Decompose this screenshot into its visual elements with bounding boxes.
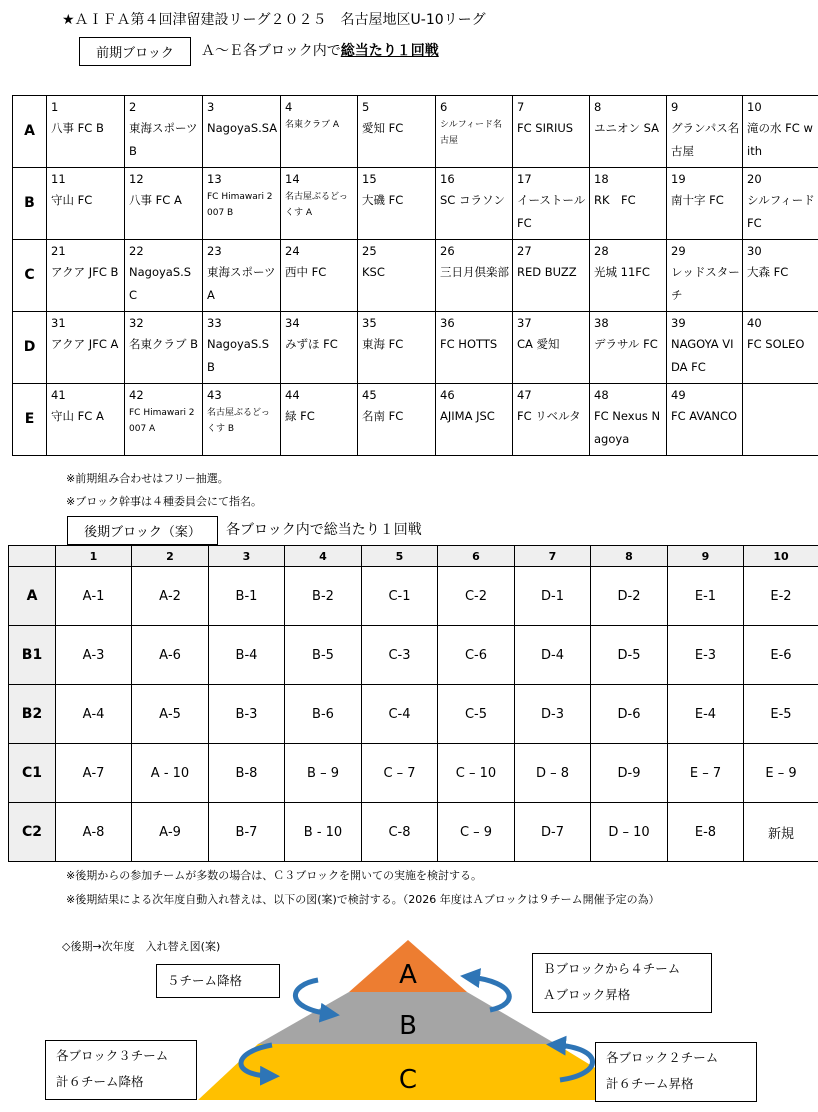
team-number: 13	[207, 172, 222, 186]
zenki-desc-bold: 総当たり１回戦	[340, 43, 439, 59]
zenki-row	[13, 96, 818, 168]
zenki-note-1: ※前期組み合わせはフリー抽選。	[66, 472, 229, 485]
zenki-team-cell	[47, 168, 125, 240]
zenki-team-cell	[743, 240, 818, 312]
team-name: 八事 FC A	[129, 193, 182, 207]
kouki-cell: E – 9	[744, 744, 818, 803]
zenki-team-cell	[358, 240, 436, 312]
kouki-column-header: 4	[285, 546, 362, 567]
kouki-cell: E‐6	[744, 626, 818, 685]
kouki-row	[9, 685, 818, 744]
kouki-cell: E‐2	[744, 567, 818, 626]
team-number: 6	[440, 100, 448, 114]
team-number: 29	[671, 244, 686, 258]
box-promote-6-line2: 計６チーム昇格	[606, 1076, 694, 1091]
zenki-team-cell	[513, 384, 590, 456]
team-name: 滝の水 FC with	[747, 121, 813, 158]
team-name: FC SIRIUS	[517, 121, 574, 135]
team-name: 東海スポーツ B	[129, 121, 198, 158]
box-promote-6-line1: 各ブロック２チーム	[606, 1050, 719, 1065]
kouki-column-header: 5	[362, 546, 438, 567]
zenki-team-cell	[513, 168, 590, 240]
kouki-row	[9, 803, 818, 862]
kouki-cell: A‐5	[132, 685, 209, 744]
kouki-cell: D‐6	[591, 685, 668, 744]
kouki-table	[8, 545, 818, 862]
zenki-team-cell	[281, 240, 358, 312]
team-name: デラサル FC	[594, 337, 658, 351]
zenki-table	[12, 95, 818, 456]
zenki-team-cell	[667, 240, 743, 312]
team-number: 43	[207, 388, 222, 402]
kouki-cell: C‐4	[362, 685, 438, 744]
kouki-cell: C – 9	[438, 803, 515, 862]
kouki-header-corner	[9, 546, 56, 567]
zenki-team-cell	[513, 96, 590, 168]
team-number: 2	[129, 100, 137, 114]
zenki-desc-prefix: Ａ～Ｅ各ブロック内で	[201, 43, 341, 59]
team-name: みずほ FC	[285, 337, 338, 351]
zenki-team-cell	[513, 240, 590, 312]
team-name: 名南 FC	[362, 409, 404, 423]
kouki-cell: B – 9	[285, 744, 362, 803]
kouki-note-1: ※後期からの参加チームが多数の場合は、Ｃ３ブロックを開いての実施を検討する。	[66, 869, 482, 882]
box-demote-5: ５チーム降格	[156, 964, 280, 998]
zenki-block-name: B	[13, 168, 47, 240]
team-number: 8	[594, 100, 602, 114]
team-name: 光城 11FC	[594, 265, 650, 279]
zenki-team-cell	[667, 312, 743, 384]
team-name: 愛知 FC	[362, 121, 404, 135]
kouki-cell: B‐8	[209, 744, 285, 803]
kouki-cell: A‐8	[56, 803, 132, 862]
zenki-team-cell	[125, 168, 203, 240]
zenki-team-cell	[743, 168, 818, 240]
team-number: 47	[517, 388, 532, 402]
team-number: 1	[51, 100, 59, 114]
team-number: 33	[207, 316, 222, 330]
kouki-row	[9, 567, 818, 626]
team-name: ユニオン SA	[594, 121, 660, 135]
box-promote-to-a-line2: Ａブロック昇格	[543, 987, 631, 1002]
team-name: シルフィード名古屋	[440, 120, 503, 146]
team-number: 36	[440, 316, 455, 330]
zenki-block-name: A	[13, 96, 47, 168]
team-number: 28	[594, 244, 609, 258]
page-title: ★ＡＩＦＡ第４回津留建設リーグ２０２５ 名古屋地区U-10リーグ	[62, 12, 486, 28]
team-number: 40	[747, 316, 762, 330]
kouki-row	[9, 744, 818, 803]
kouki-cell: D – 10	[591, 803, 668, 862]
team-name: 守山 FC	[51, 193, 93, 207]
team-number: 16	[440, 172, 455, 186]
team-name: FC HOTTS	[440, 337, 498, 351]
team-name: FC リベルタ	[517, 409, 581, 423]
team-name: FC Nexus Nagoya	[594, 409, 661, 446]
team-number: 14	[285, 172, 300, 186]
box-demote-6-line1: 各ブロック３チーム	[56, 1048, 169, 1063]
zenki-block-label: 前期ブロック	[79, 37, 191, 66]
team-number: 35	[362, 316, 377, 330]
zenki-team-cell	[590, 240, 667, 312]
team-number: 32	[129, 316, 144, 330]
kouki-cell: A‐6	[132, 626, 209, 685]
zenki-team-cell	[203, 240, 281, 312]
zenki-team-cell	[203, 384, 281, 456]
kouki-cell: E‐3	[668, 626, 744, 685]
team-number: 21	[51, 244, 66, 258]
team-name: 東海 FC	[362, 337, 404, 351]
box-promote-to-a	[532, 953, 712, 1013]
team-number: 34	[285, 316, 300, 330]
kouki-cell: D‐9	[591, 744, 668, 803]
zenki-team-cell	[436, 384, 513, 456]
team-name: 八事 FC B	[51, 121, 104, 135]
kouki-cell: A‐1	[56, 567, 132, 626]
team-name: 緑 FC	[285, 409, 315, 423]
kouki-cell: D‐2	[591, 567, 668, 626]
team-number: 12	[129, 172, 144, 186]
zenki-row	[13, 240, 818, 312]
kouki-cell: E‐5	[744, 685, 818, 744]
zenki-block-name: D	[13, 312, 47, 384]
team-number: 38	[594, 316, 609, 330]
kouki-block-label: 後期ブロック（案）	[67, 516, 218, 545]
kouki-cell: A‐7	[56, 744, 132, 803]
team-name: RK FC	[594, 193, 636, 207]
team-name: KSC	[362, 265, 385, 279]
zenki-team-cell	[667, 96, 743, 168]
zenki-block-name: E	[13, 384, 47, 456]
team-name: RED BUZZ	[517, 265, 577, 279]
team-number: 48	[594, 388, 609, 402]
team-number: 44	[285, 388, 300, 402]
kouki-cell: A‐4	[56, 685, 132, 744]
zenki-team-cell	[125, 240, 203, 312]
team-name: 西中 FC	[285, 265, 327, 279]
zenki-team-cell	[436, 96, 513, 168]
kouki-cell: C – 10	[438, 744, 515, 803]
kouki-block-name: C1	[9, 744, 56, 803]
team-number: 30	[747, 244, 762, 258]
team-name: アクア JFC B	[51, 265, 119, 279]
kouki-cell: B‐7	[209, 803, 285, 862]
team-number: 3	[207, 100, 215, 114]
team-name: 名東クラブ A	[285, 120, 340, 130]
kouki-cell: B‐3	[209, 685, 285, 744]
zenki-team-cell	[436, 312, 513, 384]
zenki-team-cell	[125, 96, 203, 168]
team-number: 17	[517, 172, 532, 186]
diagram-caption: ◇後期→次年度 入れ替え図(案)	[62, 940, 221, 953]
zenki-team-cell	[590, 168, 667, 240]
zenki-team-cell	[125, 384, 203, 456]
kouki-cell: C – 7	[362, 744, 438, 803]
team-name: SC コラソン	[440, 193, 505, 207]
kouki-column-header: 2	[132, 546, 209, 567]
zenki-note-2: ※ブロック幹事は４種委員会にて指名。	[66, 495, 262, 508]
box-promote-to-a-line1: Ｂブロックから４チーム	[543, 961, 681, 976]
team-number: 42	[129, 388, 144, 402]
zenki-team-cell	[743, 96, 818, 168]
team-name: シルフィード FC	[747, 193, 815, 230]
team-name: NagoyaS.SA	[207, 121, 278, 135]
team-name: 三日月倶楽部	[440, 265, 509, 279]
team-number: 20	[747, 172, 762, 186]
kouki-column-header: 9	[668, 546, 744, 567]
zenki-team-cell	[281, 168, 358, 240]
team-number: 15	[362, 172, 377, 186]
kouki-column-header: 10	[744, 546, 818, 567]
kouki-description: 各ブロック内で総当たり１回戦	[226, 522, 422, 538]
team-number: 7	[517, 100, 525, 114]
kouki-column-header: 8	[591, 546, 668, 567]
kouki-block-name: B1	[9, 626, 56, 685]
team-name: アクア JFC A	[51, 337, 119, 351]
tier-a-label: A	[399, 960, 417, 990]
team-number: 5	[362, 100, 370, 114]
team-name: 南十字 FC	[671, 193, 724, 207]
kouki-block-name: B2	[9, 685, 56, 744]
kouki-cell: A ‐ 10	[132, 744, 209, 803]
kouki-row	[9, 626, 818, 685]
tier-c-label: C	[398, 1065, 418, 1095]
zenki-team-cell	[513, 312, 590, 384]
zenki-team-cell	[47, 312, 125, 384]
zenki-team-cell	[281, 384, 358, 456]
team-number: 37	[517, 316, 532, 330]
kouki-note-2: ※後期結果による次年度自動入れ替えは、以下の図(案)で検討する。（2026 年度はＡブロックは９チーム開催予定の為）	[66, 893, 660, 906]
team-name: FC Himawari 2007 B	[207, 192, 273, 218]
zenki-description	[201, 40, 439, 60]
zenki-team-cell	[436, 168, 513, 240]
zenki-team-cell	[590, 96, 667, 168]
team-name: レッドスターチ	[671, 265, 740, 302]
team-name: 大森 FC	[747, 265, 789, 279]
zenki-block-name: C	[13, 240, 47, 312]
zenki-team-cell	[281, 96, 358, 168]
kouki-cell: B ‐ 10	[285, 803, 362, 862]
team-name: AJIMA JSC	[440, 409, 495, 423]
kouki-cell: D‐5	[591, 626, 668, 685]
team-name: FC Himawari 2007 A	[129, 408, 195, 434]
team-name: 東海スポーツ A	[207, 265, 276, 302]
kouki-cell: C‐2	[438, 567, 515, 626]
team-name: 大磯 FC	[362, 193, 404, 207]
team-number: 41	[51, 388, 66, 402]
zenki-team-cell	[358, 312, 436, 384]
kouki-cell: C‐6	[438, 626, 515, 685]
zenki-team-cell	[281, 312, 358, 384]
kouki-cell: C‐8	[362, 803, 438, 862]
zenki-team-cell	[358, 96, 436, 168]
team-number: 26	[440, 244, 455, 258]
team-number: 27	[517, 244, 532, 258]
zenki-team-cell	[47, 96, 125, 168]
kouki-cell: C‐5	[438, 685, 515, 744]
kouki-cell: D‐3	[515, 685, 591, 744]
team-name: グランパス名古屋	[671, 121, 740, 158]
zenki-team-cell	[203, 168, 281, 240]
team-name: NagoyaS.S C	[129, 265, 192, 302]
kouki-cell: A‐2	[132, 567, 209, 626]
zenki-team-cell	[436, 240, 513, 312]
kouki-cell: D‐1	[515, 567, 591, 626]
team-number: 49	[671, 388, 686, 402]
zenki-team-cell	[203, 96, 281, 168]
team-number: 11	[51, 172, 66, 186]
box-promote-6	[595, 1042, 757, 1102]
zenki-team-cell	[743, 384, 818, 456]
team-number: 24	[285, 244, 300, 258]
kouki-cell: 新規	[744, 803, 818, 862]
kouki-cell: A‐3	[56, 626, 132, 685]
team-name: イーストール FC	[517, 193, 586, 230]
kouki-block-name: A	[9, 567, 56, 626]
zenki-team-cell	[47, 384, 125, 456]
team-number: 4	[285, 100, 293, 114]
team-number: 46	[440, 388, 455, 402]
team-name: FC AVANCO	[671, 409, 738, 423]
team-name: FC SOLEO	[747, 337, 805, 351]
team-number: 19	[671, 172, 686, 186]
kouki-cell: C‐1	[362, 567, 438, 626]
zenki-team-cell	[358, 384, 436, 456]
zenki-team-cell	[667, 168, 743, 240]
kouki-cell: C‐3	[362, 626, 438, 685]
kouki-cell: A‐9	[132, 803, 209, 862]
kouki-header-row	[9, 546, 818, 567]
team-name: NAGOYA VIDA FC	[671, 337, 734, 374]
kouki-cell: B‐6	[285, 685, 362, 744]
team-name: 名古屋ぶるどっくす A	[285, 192, 348, 218]
kouki-cell: E‐4	[668, 685, 744, 744]
zenki-row	[13, 168, 818, 240]
box-demote-6	[45, 1040, 197, 1100]
team-name: CA 愛知	[517, 337, 560, 351]
kouki-cell: D – 8	[515, 744, 591, 803]
kouki-column-header: 1	[56, 546, 132, 567]
kouki-cell: B‐4	[209, 626, 285, 685]
kouki-cell: D‐4	[515, 626, 591, 685]
tier-b-label: B	[399, 1011, 417, 1041]
kouki-cell: B‐2	[285, 567, 362, 626]
team-number: 39	[671, 316, 686, 330]
team-number: 31	[51, 316, 66, 330]
zenki-row	[13, 312, 818, 384]
zenki-team-cell	[743, 312, 818, 384]
kouki-column-header: 6	[438, 546, 515, 567]
team-name: 守山 FC A	[51, 409, 104, 423]
kouki-cell: D‐7	[515, 803, 591, 862]
box-demote-6-line2: 計６チーム降格	[56, 1074, 144, 1089]
kouki-cell: E‐8	[668, 803, 744, 862]
team-name: 名古屋ぶるどっくす B	[207, 408, 270, 434]
team-number: 10	[747, 100, 762, 114]
zenki-team-cell	[590, 312, 667, 384]
zenki-team-cell	[203, 312, 281, 384]
team-name: 名東クラブ B	[129, 337, 199, 351]
team-number: 45	[362, 388, 377, 402]
zenki-row	[13, 384, 818, 456]
zenki-team-cell	[667, 384, 743, 456]
kouki-cell: B‐1	[209, 567, 285, 626]
kouki-cell: E – 7	[668, 744, 744, 803]
team-name: NagoyaS.S B	[207, 337, 270, 374]
kouki-column-header: 3	[209, 546, 285, 567]
team-number: 22	[129, 244, 144, 258]
zenki-team-cell	[125, 312, 203, 384]
kouki-column-header: 7	[515, 546, 591, 567]
team-number: 23	[207, 244, 222, 258]
kouki-cell: B‐5	[285, 626, 362, 685]
zenki-team-cell	[358, 168, 436, 240]
team-number: 25	[362, 244, 377, 258]
zenki-team-cell	[590, 384, 667, 456]
team-number: 18	[594, 172, 609, 186]
kouki-cell: E‐1	[668, 567, 744, 626]
team-number: 9	[671, 100, 679, 114]
zenki-team-cell	[47, 240, 125, 312]
kouki-block-name: C2	[9, 803, 56, 862]
